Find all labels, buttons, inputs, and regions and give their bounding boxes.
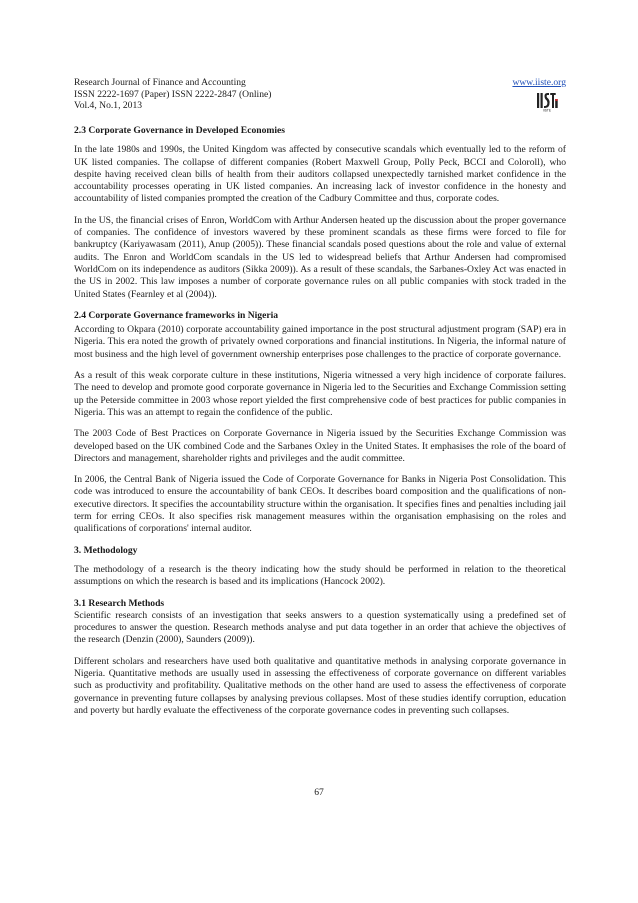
paragraph: The methodology of a research is the theory indicating how the study should be performed in relation to the theoretical assumptions on which the research is based and its implications (Hancock 2002). [74, 563, 566, 588]
paragraph: In 2006, the Central Bank of Nigeria issued the Code of Corporate Governance for Banks in Nigeria Post Consolidation. This code was introduced to ensure the accountability of bank CEOs. It describes board composition and the qualifications of non-executive directors. It specifies the accountability structure within the organisation. It specifies fines and penalties including jail term for erring CEOs. It also specifies risk management measures within the organisation emphasising on the roles and qualifications of corporations' internal auditor. [74, 474, 566, 535]
paragraph: The 2003 Code of Best Practices on Corporate Governance in Nigeria issued by the Securities Exchange Commission was developed based on the UK combined Code and the Sarbanes Oxley in the United States. It emphasises the role of the board of Directors and management, shareholder rights and privileges and the audit committee. [74, 428, 566, 464]
section-heading: 3. Methodology [74, 544, 138, 556]
page-number: 67 [314, 787, 324, 798]
article-body [74, 125, 566, 726]
svg-text:IISTE: IISTE [543, 108, 551, 112]
paragraph: As a result of this weak corporate culture in these institutions, Nigeria witnessed a very high incidence of corporate failures. The need to develop and promote good corporate governance in Nigeria led to the Securities and Exchange Commission setting up the Peterside committee in 2003 whose report yielded the first comprehensive code of best practices for public companies in Nigeria. This was an attempt to regain the confidence of the public. [74, 370, 566, 418]
section-heading: 2.3 Corporate Governance in Developed Economies [74, 125, 286, 136]
paragraph: Scientific research consists of an investigation that seeks answers to a question systematically using a predefined set of procedures to answer the question. Research methods analyse and put data together in an order that achieve the objectives of the research (Denzin (2000), Saunders (2009)). [74, 609, 566, 646]
paragraph: In the US, the financial crises of Enron, WorldCom with Arthur Andersen heated up the discussion about the proper governance of companies. The confidence of investors wavered by these prominent scandals as these firms were forced to file for bankruptcy (Kariyawasam (2011), Anup (2005)). These financial scandals posed questions about the role and value of external audits. The Enron and WorldCom scandals in the US led to widespread beliefs that Arthur Andersen had compromised WorldCom on its independence as auditors (Sikka 2009)). As a result of these scandals, the Sarbanes-Oxley Act was enacted in the US in 2002. This law imposes a number of corporate governance rules on all public companies with stock traded in the United States (Fearnley et al (2004)). [74, 214, 566, 300]
iiste-logo [536, 90, 558, 112]
running-header [74, 77, 566, 123]
journal-issn: ISSN 2222-1697 (Paper) ISSN 2222-2847 (Online) [74, 88, 272, 100]
paragraph: In the late 1980s and 1990s, the United Kingdom was affected by consecutive scandals which eventually led to the reform of UK listed companies. The collapse of different companies (Robert Maxwell Group, Polly Peck, BCCI and Coloroll), who despite having received clean bills of health from their auditors collapsed unexpectedly tarnished market confidence in the accountability processes operating in UK listed companies. An increasing lack of investor confidence in the honesty and accountability of listed companies prompted the creation of the Cadbury Committee and thus, corporate codes. [74, 144, 566, 205]
journal-title: Research Journal of Finance and Accounting [74, 77, 246, 88]
subsection-heading: 3.1 Research Methods [74, 597, 165, 609]
journal-volume: Vol.4, No.1, 2013 [74, 100, 143, 112]
journal-url-link[interactable]: www.iiste.org [512, 77, 566, 88]
section-heading: 2.4 Corporate Governance frameworks in Nigeria [74, 309, 279, 321]
paragraph: According to Okpara (2010) corporate accountability gained importance in the post structural adjustment program (SAP) era in Nigeria. This era noted the growth of privately owned corporations and financial institutions. In Nigeria, the informal nature of most business and the high level of government ownership enterprises pose challenges to the practice of corporate governance. [74, 324, 566, 360]
paragraph: Different scholars and researchers have used both qualitative and quantitative methods in analysing corporate governance in Nigeria. Quantitative methods are usually used in assessing the effectiveness of corporate governance on different variables such as productivity and profitability. Qualitative methods on the other hand are used to assess the effectiveness of corporate governance in preventing future collapses by analysing previous collapses. Most of these studies identify corruption, education and poverty but hardly evaluate the effectiveness of the corporate governance codes in preventing such collapses. [74, 655, 566, 716]
